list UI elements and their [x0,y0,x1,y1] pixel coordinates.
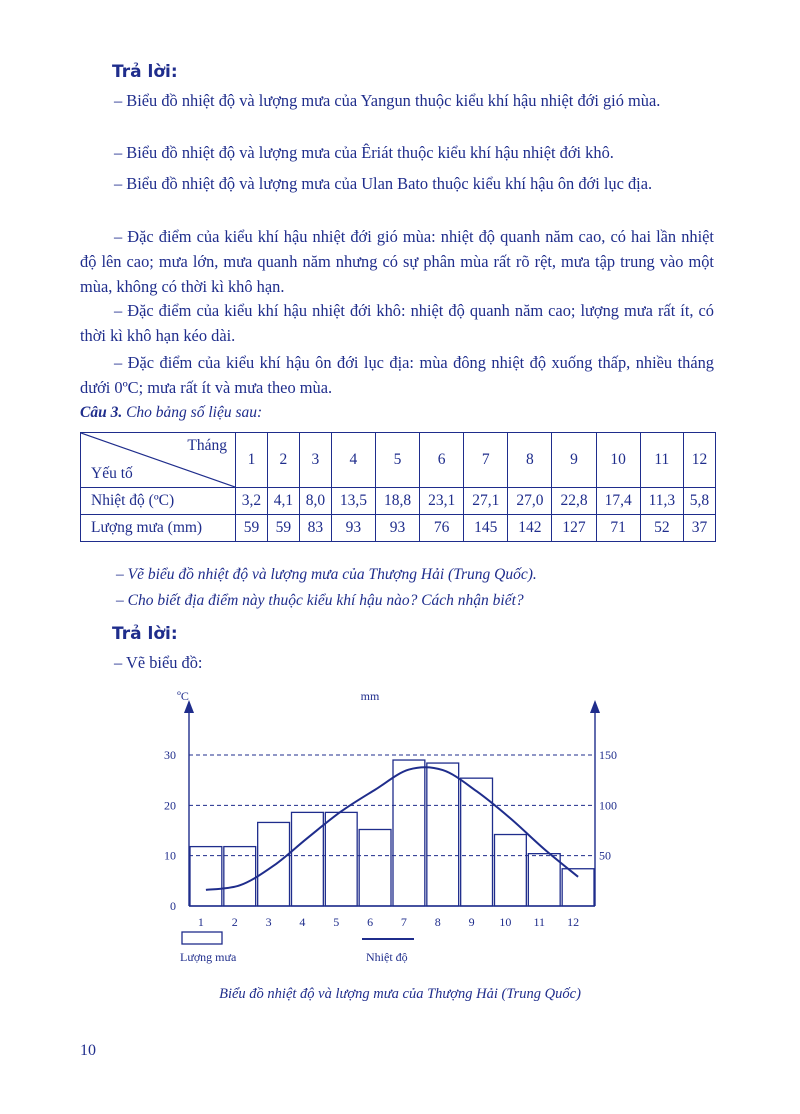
month-tick-label: 1 [197,915,204,929]
answer-item-1: – Biểu đồ nhiệt độ và lượng mưa của Yangun thuộc kiểu khí hậu nhiệt đới gió mùa. [114,91,661,110]
right-axis-arrow-icon [590,700,600,713]
table-cell: 71 [596,515,640,542]
rainfall-bar [359,829,391,906]
month-header: 1 [236,433,268,488]
table-cell: 83 [299,515,331,542]
page-number: 10 [80,1042,96,1059]
rainfall-bar [528,854,560,906]
answer2-item: – Vẽ biểu đồ: [114,653,203,672]
rainfall-bar [393,760,425,906]
table-cell: 3,2 [236,488,268,515]
month-header: 9 [552,433,596,488]
month-tick-label: 3 [265,915,272,929]
rainfall-bar [292,812,324,906]
month-header: 4 [331,433,375,488]
table-cell: 93 [331,515,375,542]
rainfall-bar [427,763,459,906]
table-cell: 142 [508,515,552,542]
month-tick-label: 2 [231,915,238,929]
left-tick-label: 10 [164,848,176,863]
month-tick-label: 11 [533,915,546,929]
left-tick-label: 30 [164,748,176,762]
legend-line-label: Nhiệt độ [366,950,408,964]
task-1: – Vẽ biểu đồ nhiệt độ và lượng mưa của Thượng Hải (Trung Quốc). [116,566,537,583]
table-cell: 17,4 [596,488,640,515]
month-header: 8 [508,433,552,488]
month-header: 12 [683,433,715,488]
table-cell: 11,3 [640,488,683,515]
month-header: 2 [267,433,299,488]
table-cell: 59 [236,515,268,542]
month-tick-label: 10 [499,915,512,929]
table-cell: 22,8 [552,488,596,515]
left-tick-label: 20 [164,798,176,813]
month-tick-label: 6 [367,915,374,929]
table-cell: 13,5 [331,488,375,515]
table-cell: 8,0 [299,488,331,515]
table-cell: 27,1 [464,488,508,515]
chart-caption: Biểu đồ nhiệt độ và lượng mưa của Thượng Hải (Trung Quốc) [219,986,581,1002]
month-tick-label: 4 [299,915,306,929]
table-cell: 93 [375,515,419,542]
answer-item-3: – Biểu đồ nhiệt độ và lượng mưa của Ulan Bato thuộc kiểu khí hậu ôn đới lục địa. [114,174,653,193]
month-tick-label: 12 [567,915,580,929]
table-cell: 59 [267,515,299,542]
table-cell: 5,8 [683,488,715,515]
question-3-prompt: Câu 3. Cho bảng số liệu sau: [80,404,263,421]
left-axis-label: ºC [177,689,189,703]
month-tick-label: 9 [468,915,475,929]
table-cell: 18,8 [375,488,419,515]
task-2: – Cho biết địa điểm này thuộc kiểu khí hậu nào? Cách nhận biết? [116,592,524,609]
month-header: 11 [640,433,683,488]
right-axis-label: mm [360,689,380,703]
month-header: 6 [420,433,464,488]
right-tick-label: 150 [599,748,617,762]
row-label: Lượng mưa (mm) [81,515,236,542]
table-cell: 23,1 [420,488,464,515]
answer-item-6: – Đặc điểm của kiểu khí hậu ôn đới lục địa: mùa đông nhiệt độ xuống thấp, nhiều tháng dưới 0ºC; mưa rất ít và mưa theo mùa. [80,353,714,397]
month-tick-label: 5 [333,915,340,929]
table-cell: 127 [552,515,596,542]
left-tick-label: 0 [170,899,176,913]
table-cell: 145 [464,515,508,542]
month-tick-label: 7 [400,915,407,929]
corner-factor-label: Yếu tố [91,465,133,482]
rainfall-bar [495,835,527,906]
right-tick-label: 100 [599,798,617,813]
legend-bar-swatch [182,932,222,944]
table-cell: 52 [640,515,683,542]
corner-months-label: Tháng [187,437,227,454]
month-header: 5 [375,433,419,488]
answer-heading-1: Trả lời: [112,62,178,82]
month-tick-label: 8 [434,915,441,929]
month-header: 3 [299,433,331,488]
rainfall-bar [562,869,594,906]
row-label: Nhiệt độ (ºC) [81,488,236,515]
rainfall-bar [461,778,493,906]
table-cell: 76 [420,515,464,542]
month-header: 10 [596,433,640,488]
temperature-line [206,767,578,890]
question-label: Câu 3. [80,404,123,421]
rainfall-bar [325,812,357,906]
right-tick-label: 50 [599,848,611,863]
table-cell: 27,0 [508,488,552,515]
table-cell: 37 [683,515,715,542]
legend-bar-label: Lượng mưa [180,950,237,964]
answer-heading-2: Trả lời: [112,624,178,644]
answer-item-2: – Biểu đồ nhiệt độ và lượng mưa của Êriát thuộc kiểu khí hậu nhiệt đới khô. [114,143,614,162]
table-cell: 4,1 [267,488,299,515]
rainfall-bar [258,822,290,906]
answer-item-4: – Đặc điểm của kiểu khí hậu nhiệt đới gió mùa: nhiệt độ quanh năm cao, có hai lần nhiệt độ lên cao; mưa lớn, mưa quanh năm nhưng có sự phân mùa rất rõ rệt, mưa tập trung vào một mùa, không có thời kì khô hạn. [80,227,714,296]
month-header: 7 [464,433,508,488]
answer-item-5: – Đặc điểm của kiểu khí hậu nhiệt đới khô: nhiệt độ quanh năm cao; lượng mưa rất ít, có thời kì khô hạn kéo dài. [80,301,714,345]
